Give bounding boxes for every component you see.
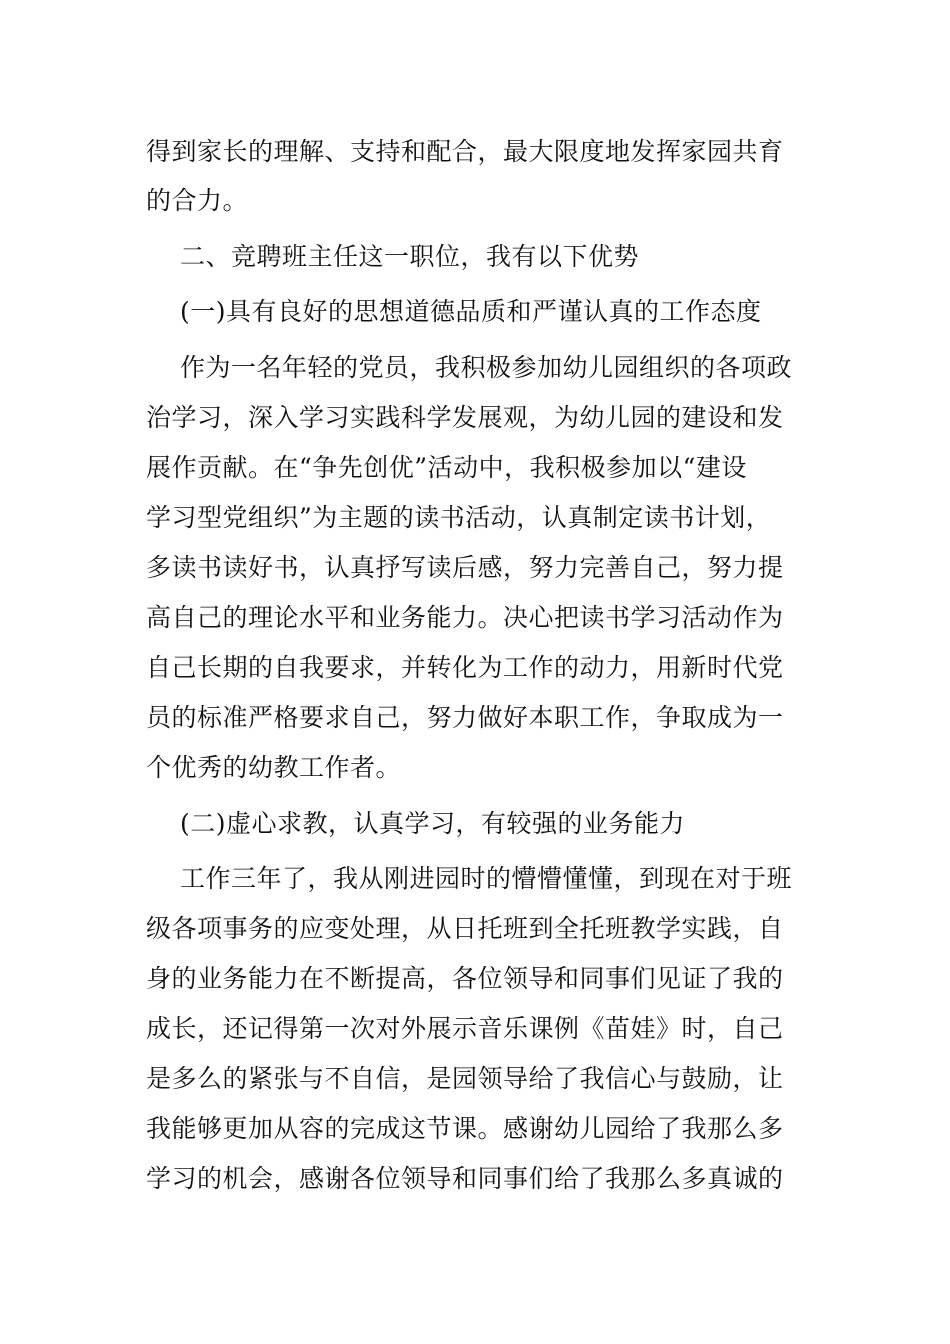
text-line: 我能够更加从容的完成这节课。感谢幼儿园给了我那么多: [146, 1114, 784, 1143]
section-heading: 二、竞聘班主任这一职位，我有以下优势: [180, 242, 640, 271]
text-line: 是多么的紧张与不自信，是园领导给了我信心与鼓励，让: [146, 1064, 784, 1093]
text-line: 学习型党组织”为主题的读书活动，认真制定读书计划，: [146, 503, 772, 532]
text-line: 身的业务能力在不断提高，各位领导和同事们见证了我的: [146, 964, 784, 993]
text-line: 员的标准严格要求自己，努力做好本职工作，争取成为一: [146, 703, 784, 732]
text-line: 多读书读好书，认真抒写读后感，努力完善自己，努力提: [146, 553, 784, 582]
text-line: 高自己的理论水平和业务能力。决心把读书学习活动作为: [146, 603, 784, 632]
text-line: 学习的机会，感谢各位领导和同事们给了我那么多真诚的: [146, 1164, 784, 1193]
text-line: 治学习，深入学习实践科学发展观，为幼儿园的建设和发: [146, 403, 784, 432]
text-line: 得到家长的理解、支持和配合，最大限度地发挥家园共育: [146, 137, 784, 166]
subsection-heading: (一)具有良好的思想道德品质和严谨认真的工作态度: [180, 297, 762, 326]
text-line: 展作贡献。在“争先创优”活动中，我积极参加以“建设: [146, 453, 747, 482]
subsection-heading: (二)虚心求教，认真学习，有较强的业务能力: [180, 809, 686, 838]
text-line: 自己长期的自我要求，并转化为工作的动力，用新时代党: [146, 653, 784, 682]
text-line: 的合力。: [146, 186, 249, 215]
text-line: 级各项事务的应变处理，从日托班到全托班教学实践，自: [146, 914, 784, 943]
text-line: 成长，还记得第一次对外展示音乐课例《苗娃》时，自己: [146, 1014, 784, 1043]
text-line: 个优秀的幼教工作者。: [146, 753, 402, 782]
text-line: 作为一名年轻的党员，我积极参加幼儿园组织的各项政: [180, 353, 793, 382]
text-line: 工作三年了，我从刚进园时的懵懵懂懂，到现在对于班: [180, 864, 793, 893]
